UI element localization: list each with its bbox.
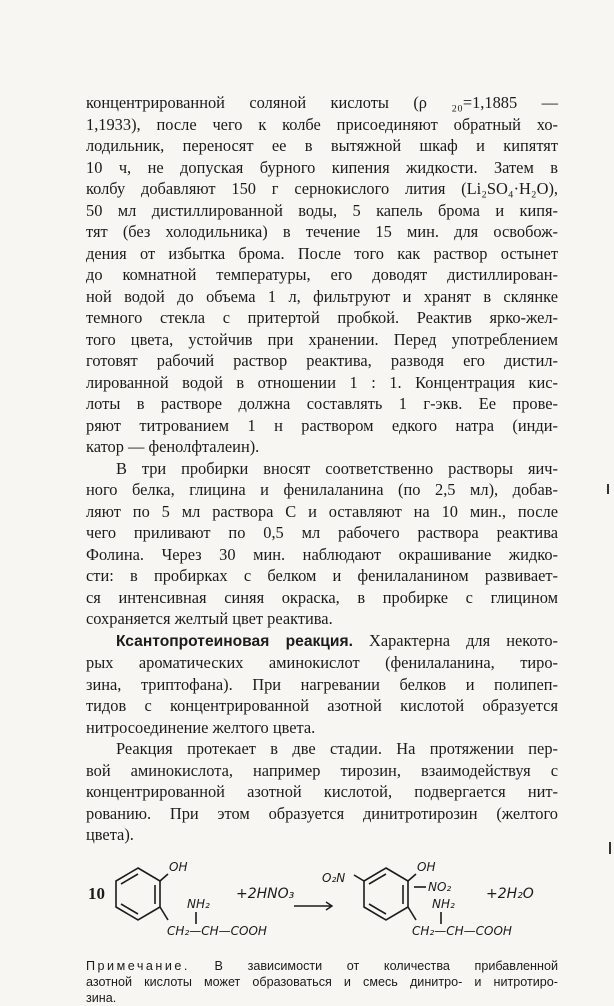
page-body <box>86 92 558 1006</box>
side-chain-left: CH₂—CH—COOH <box>167 923 267 938</box>
paragraph-line: готовят рабочий раствор реактива, разводя его дистил- <box>86 351 558 370</box>
reaction-arrow <box>294 902 332 910</box>
nitro-label-right: NO₂ <box>428 879 452 894</box>
side-chain-right: CH₂—CH—COOH <box>412 923 512 938</box>
paragraph-line: Реакция протекает в две стадии. На протяжении пер- <box>116 739 558 758</box>
reagent-label: +2HNO₃ <box>236 885 295 902</box>
paragraph-line: чего приливают по 0,5 мл рабочего раствора реактива <box>86 523 558 542</box>
paragraph-reagent-prep <box>86 92 558 458</box>
footnote-line: азотной кислоты может образоваться и смесь динитро- и нитротиро- <box>86 974 558 989</box>
paragraph-line: ной водой до объема 1 л, фильтруют и хранят в склянке <box>86 286 558 306</box>
paragraph-line: В три пробирки вносят соответственно растворы яич- <box>116 458 558 478</box>
paragraph-line: до комнатной температуры, его доводят дистиллирован- <box>86 265 558 284</box>
paragraph-line: лодильник, переносят ее в вытяжной шкаф и кипятят <box>86 136 558 155</box>
benzene-ring-left <box>116 868 196 924</box>
amino-label-left: NH₂ <box>187 896 210 911</box>
footnote-line: зина. <box>86 990 117 1005</box>
paragraph-line: ляют по 5 мл раствора С и оставляют на 10 мин., после <box>86 501 558 521</box>
paragraph-line: сти: в пробирках с белком и фенилаланином развивает- <box>86 566 558 585</box>
paragraph-line: сохраняется желтый цвет реактива. <box>86 609 333 628</box>
paragraph-line: колбу добавляют 150 г сернокислого лития (Li₂SO₄·H₂O), <box>86 179 558 198</box>
paragraph-line: зина, триптофана). При нагревании белков и полипеп- <box>86 674 558 694</box>
paragraph-line: 50 мл дистиллированной воды, 5 капель брома и кипя- <box>86 200 558 220</box>
paragraph-two-stages <box>86 738 558 846</box>
paragraph-line: ся интенсивная синяя окраска, в пробирке с глицином <box>86 587 558 607</box>
section-heading: Ксантопротеиновая реакция. <box>116 632 353 650</box>
paragraph-line: лоты в растворе должна составлять 1 г-экв. Ее прове- <box>86 394 558 413</box>
paragraph-line: Ксантопротеиновая реакция. Характерна для некото- <box>116 630 558 650</box>
page-number: 10 <box>88 884 105 903</box>
hydroxyl-label-left: OH <box>169 859 188 874</box>
nitro-label-left: O₂N <box>322 870 346 885</box>
footnote <box>86 958 558 1006</box>
paragraph-line: лированной водой в отношении 1 : 1. Концентрация кис- <box>86 372 558 392</box>
paragraph-line: катор — фенолфталеин). <box>86 437 260 456</box>
paragraph-line: тидов с концентрированной азотной кислотой образуется <box>86 696 558 715</box>
paragraph-line: темного стекла с притертой пробкой. Реактив ярко-жел- <box>86 308 558 327</box>
byproduct-label: +2H₂O <box>486 885 534 902</box>
paragraph-line: 1,1933), после чего к колбе присоединяют обратный хо- <box>86 114 558 134</box>
paragraph-line: ного белка, глицина и фенилаланина (по 2,5 мл), добав- <box>86 480 558 499</box>
hydroxyl-label-right: OH <box>417 859 436 874</box>
benzene-ring-right <box>354 868 441 924</box>
paragraph-line: Фолина. Через 30 мин. наблюдают окрашивание жидко- <box>86 544 558 564</box>
paragraph-line: тят (без холодильника) в течение 15 мин. для освобож- <box>86 222 558 241</box>
paragraph-line: ряют титрованием 1 н раствором едкого натра (инди- <box>86 415 558 435</box>
paragraph-xanthoprotein <box>86 630 558 739</box>
paragraph-line: концентрированной соляной кислоты (ρ ₂₀=1,1885 — <box>86 93 558 112</box>
footnote-label: Примечание. <box>86 958 190 973</box>
paragraph-line: цвета). <box>86 825 134 844</box>
amino-label-right: NH₂ <box>432 896 455 911</box>
paragraph-line: дения от избытка брома. После того как раствор остынет <box>86 243 558 263</box>
margin-mark <box>609 842 611 854</box>
footnote-line: Примечание. В зависимости от количества прибавленной <box>86 958 558 973</box>
paragraph-line: концентрированной азотной кислотой, подвергается нит- <box>86 782 558 801</box>
paragraph-line: того цвета, устойчив при хранении. Перед употреблением <box>86 329 558 349</box>
reaction-equation <box>86 854 558 954</box>
margin-mark <box>607 484 609 494</box>
reaction-scheme <box>86 854 558 954</box>
paragraph-line: 10 ч, не допуская бурного кипения жидкости. Затем в <box>86 157 558 177</box>
paragraph-line: рованию. При этом образуется динитротирозин (желтого <box>86 803 558 823</box>
paragraph-line: вой аминокислота, например тирозин, взаимодействуя с <box>86 760 558 780</box>
paragraph-line: нитросоединение желтого цвета. <box>86 717 316 737</box>
paragraph-line: рых ароматических аминокислот (фенилаланина, тиро- <box>86 653 558 672</box>
paragraph-folin-test <box>86 458 558 630</box>
